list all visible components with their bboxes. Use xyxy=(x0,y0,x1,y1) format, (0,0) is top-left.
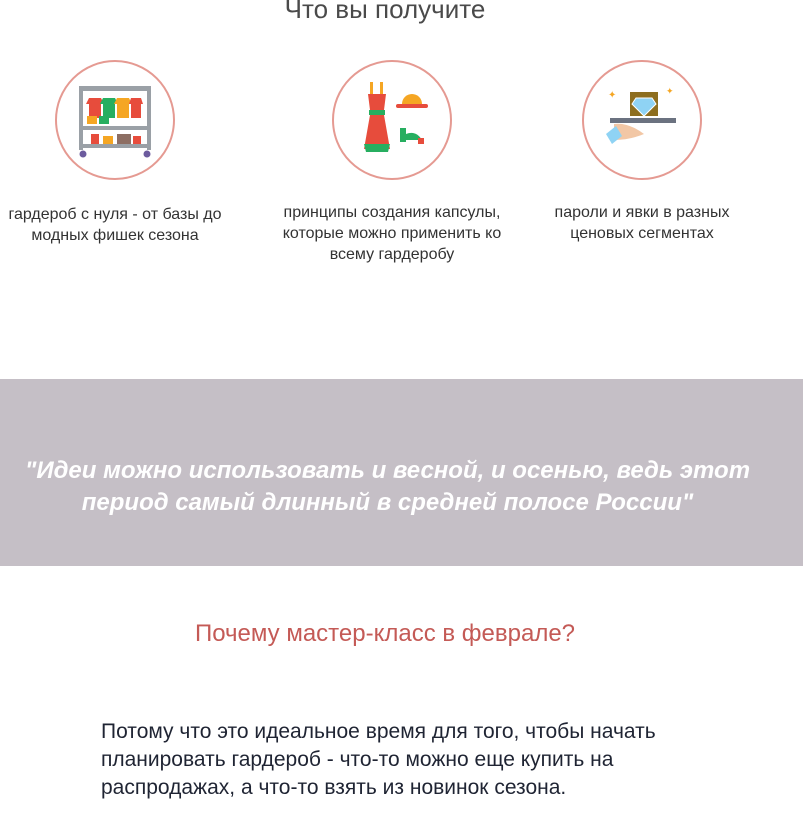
why-body-text: Потому что это идеальное время для того, чтобы начать планировать гардероб - что-то можно еще купить на распродажах, а что-то взять из новинок сезона. xyxy=(101,720,656,799)
section-title: Что вы получите xyxy=(284,0,486,24)
svg-text:✦: ✦ xyxy=(608,90,617,101)
dress-hat-shoes-icon xyxy=(350,78,434,162)
why-heading: Почему мастер-класс в феврале? xyxy=(194,620,576,647)
clothing-rack-icon xyxy=(73,78,157,162)
feature-item-shopping xyxy=(532,60,752,244)
quote-text: "Идеи можно использовать и весной, и осенью, ведь этот период самый длинный в средней полосе России" xyxy=(24,457,751,516)
feature-text: принципы создания капсулы, которые можно применить ко всему гардеробу xyxy=(282,204,502,263)
feature-item-capsule xyxy=(282,60,502,265)
feature-text: пароли и явки в разных ценовых сегментах xyxy=(554,204,730,242)
feature-item-wardrobe xyxy=(5,60,225,246)
feature-text: гардероб с нуля - от базы до модных фишек сезона xyxy=(8,206,222,244)
feature-icon-circle xyxy=(582,60,702,180)
svg-text:✦: ✦ xyxy=(666,87,674,97)
diamond-on-tray-icon xyxy=(600,78,684,162)
feature-icon-circle xyxy=(55,60,175,180)
quote-band xyxy=(0,379,803,566)
feature-icon-circle xyxy=(332,60,452,180)
